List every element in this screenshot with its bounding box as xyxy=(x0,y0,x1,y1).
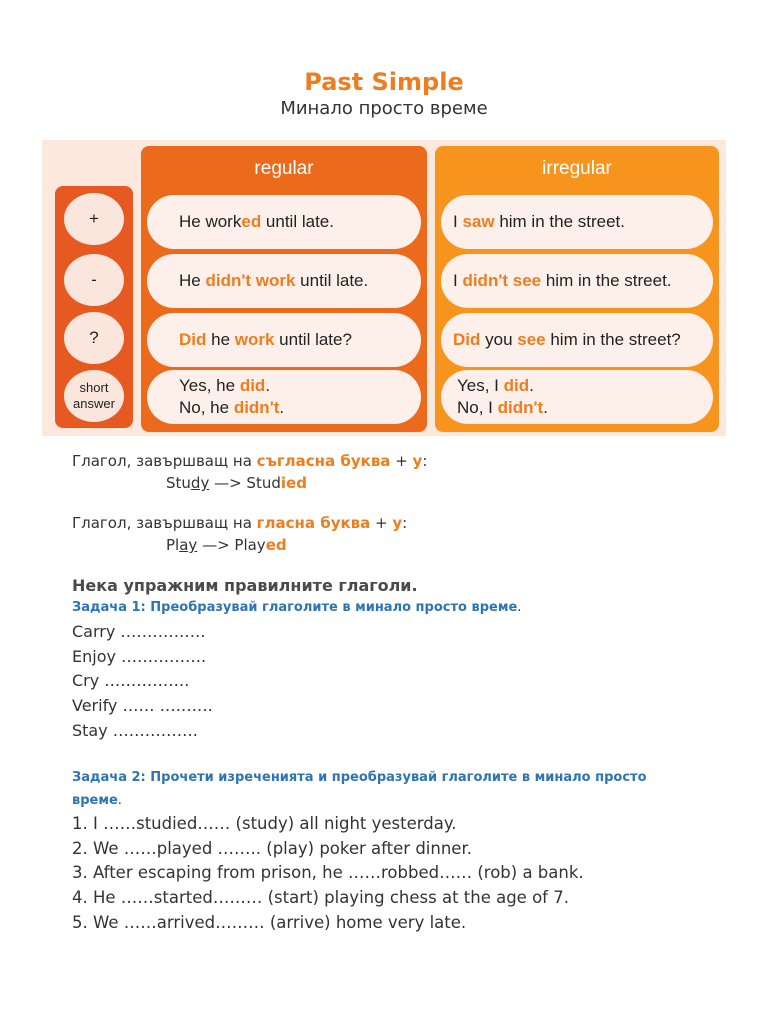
rule-consonant-example: Study —> Studied xyxy=(166,474,307,492)
task1-item: Enjoy ……………. xyxy=(72,647,207,666)
rule-consonant-y: Глагол, завършващ на съгласна буква + y: xyxy=(72,452,428,470)
task2-title-cont: време. xyxy=(72,793,122,808)
irregular-header: irregular xyxy=(542,158,612,179)
task1-item: Verify …… ………. xyxy=(72,696,213,715)
task1-item: Carry ……………. xyxy=(72,622,206,641)
irregular-negative: I didn't see him in the street. xyxy=(441,254,713,308)
irregular-question: Did you see him in the street? xyxy=(441,313,713,367)
task2-item: 3. After escaping from prison, he ……robbed…… (rob) a bank. xyxy=(72,863,584,882)
regular-header: regular xyxy=(254,158,314,179)
label-plus: + xyxy=(64,193,124,245)
task2-item: 4. He ……started……… (start) playing chess at the age of 7. xyxy=(72,888,569,907)
task2-item: 1. I ……studied…… (study) all night yesterday. xyxy=(72,814,457,833)
task2-title: Задача 2: Прочети изреченията и преобразувай глаголите в минало просто xyxy=(72,770,647,785)
label-minus: - xyxy=(64,254,124,306)
page-subtitle: Минало просто време xyxy=(280,98,488,119)
rule-vowel-example: Play —> Played xyxy=(166,536,287,554)
regular-negative: He didn't work until late. xyxy=(147,254,421,308)
regular-question: Did he work until late? xyxy=(147,313,421,367)
exercise-heading: Нека упражним правилните глаголи. xyxy=(72,576,418,595)
task2-item: 2. We ……played …….. (play) poker after dinner. xyxy=(72,839,472,858)
task1-item: Stay ……………. xyxy=(72,721,198,740)
regular-positive: He worked until late. xyxy=(147,195,421,249)
label-short-answer: short answer xyxy=(64,370,124,422)
task2-item: 5. We ……arrived……… (arrive) home very late. xyxy=(72,913,467,932)
task1-title: Задача 1: Преобразувай глаголите в минало просто време. xyxy=(72,600,522,615)
irregular-short-answer: Yes, I did. No, I didn't. xyxy=(441,370,713,424)
regular-short-answer: Yes, he did. No, he didn't. xyxy=(147,370,421,424)
irregular-positive: I saw him in the street. xyxy=(441,195,713,249)
task1-item: Cry ……………. xyxy=(72,671,190,690)
rule-vowel-y: Глагол, завършващ на гласна буква + y: xyxy=(72,514,408,532)
label-question: ? xyxy=(64,312,124,364)
page-title: Past Simple xyxy=(304,68,464,96)
